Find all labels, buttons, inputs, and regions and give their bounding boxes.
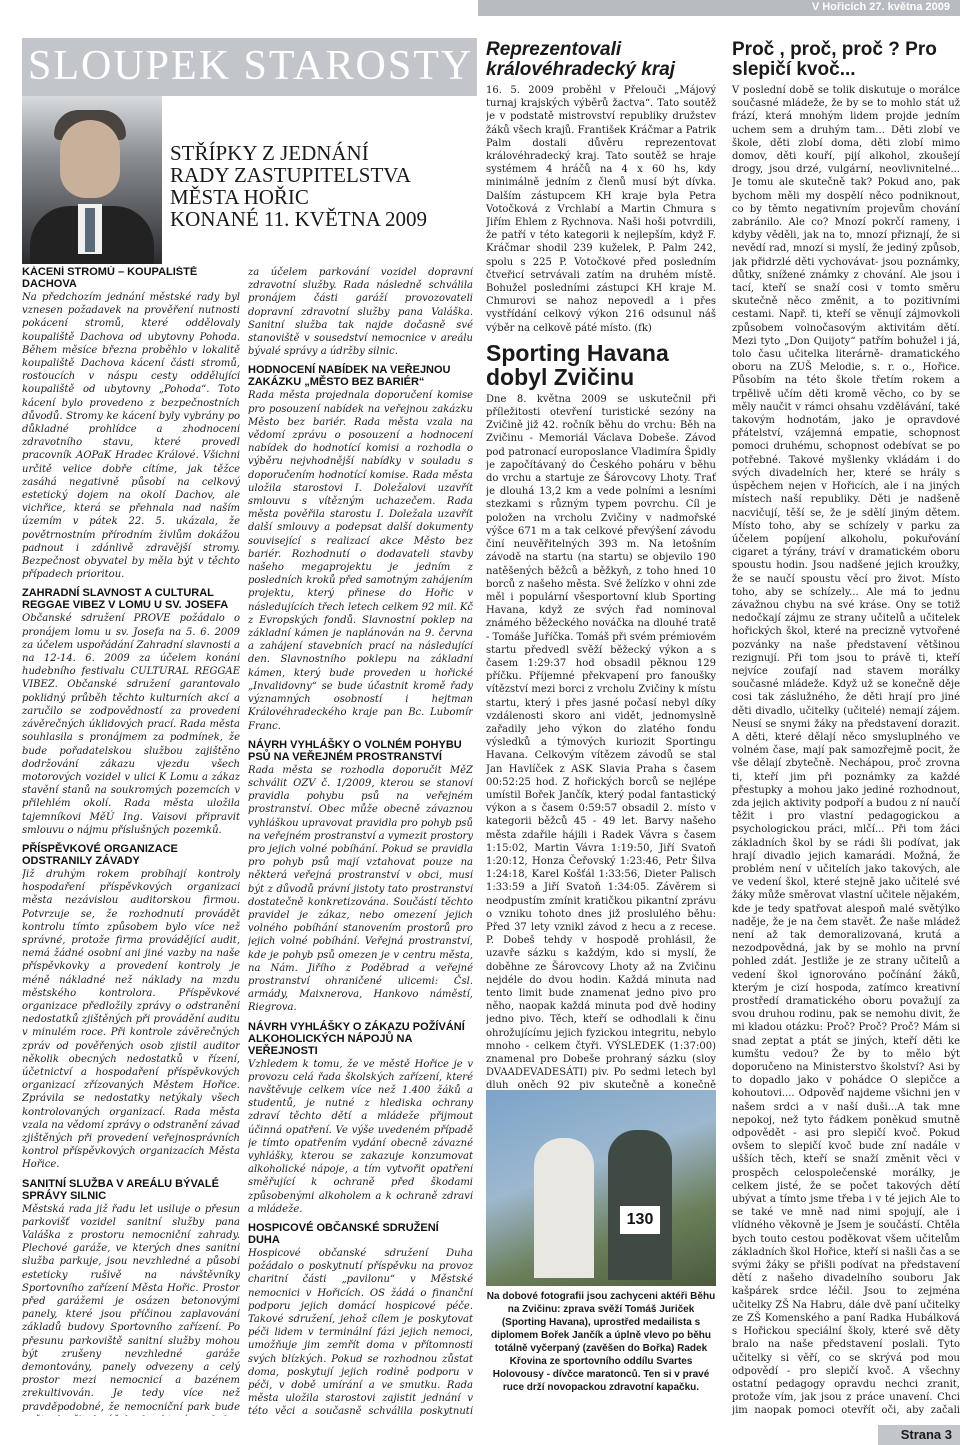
headline-line: STŘÍPKY Z JEDNÁNÍ <box>170 141 369 165</box>
article-heading: HODNOCENÍ NABÍDEK NA VEŘEJNOU ZAKÁZKU „MĚSTO BEZ BARIÉR“ <box>248 364 451 389</box>
section-title: Reprezentovali královéhradecký kraj <box>486 40 676 80</box>
article-text: Na předchozím jednání městské rady byl vznesen požadavek na prověření nutnosti pokácení stromů, které oddělovaly koupaliště Dachova od ubytovny Pohoda. Během měsíce března proběhlo v lokalitě koupaliště Dachova kácení části stromů, rostoucích v náspu cesty oddělující koupaliště od ubytovny „Pohoda“. Toto kácení bylo provedeno z bezpečnostních důvodů. Stromy ke kácení byly vybrány po důkladné prohlídce a zhodnocení zdravotního stavu, které provedl pracovník AOPaK Hradec Králové. Všichni určitě velice dobře cítíme, jak těžce zasáhá negativně působí na celkový estetický dojem na okolí Dachov, ale vichřice, která se přehnala nad naším územím v pátek 22. 5. ukázala, že povětrnostním přírodním živlům dokážou padnout i zdánlivě zdravější stromy. Bezpečnost obyvatel by měla být v těchto případech prioritou. <box>22 292 240 581</box>
column-1 <box>22 266 240 1416</box>
article-heading: PŘÍSPĚVKOVÉ ORGANIZACE ODSTRANILY ZÁVADY <box>22 842 178 867</box>
column-3 <box>486 40 716 1090</box>
column-banner <box>22 38 477 96</box>
header-bar <box>478 0 960 16</box>
article-text: Již druhým rokem probíhají kontroly hospodaření příspěvkových organizací města nezávislou auditorskou firmou. Potvrzuje se, že rozhodnutí provádět kontrolu tímto způsobem bylo více než správné, protože firma provádějící audit, nemá žádné osobní ani jiné vazby na naše příspěvkovky a provedení kontroly je méně nákladné než náklady na mzdu městského kontrolora. Příspěvkové organizace předložily zprávy o odstranění nedostatků zjištěných při provádění auditu v minulém roce. Při kontrole závěrečných zpráv od pověřených osob zjistil auditor několik obecných nedostatků v řízení, účetnictví a hospodaření příspěvkových organizací zřízovaných Městem Hořice. Zprávila se nedostatky netýkaly všech kontrolovaných organizací. Rada města vzala na vědomí zprávy o odstranění závad zjištěných při provedení veřejnosprávních kontrol příspěvkových organizacích Města Hořice. <box>22 868 240 1171</box>
headline <box>170 142 470 230</box>
section-title: Proč , proč, proč ? Pro slepičí kvoč... <box>732 40 937 80</box>
page-number-label: Strana 3 <box>900 1427 952 1442</box>
article-text: V poslední době se tolik diskutuje o morálce současné mládeže, že by se to mohlo stát už frází, která mnohým lidem projde jedním uchem sem a druhým tam... Děti zlobí ve škole, děti zlobí doma, děti zlobí mimo domov, děti kouří, pijí alkohol, zkoušejí drogy, jsou drzé, vulgární, neovlivnitelné... Je tomu ale skutečně tak? Pokud ano, pak bychom měli my dospělí něco podniknout, co by těmto negativním projevům chování zabránilo. Ale co? Mnozí pokrčí rameny, i kdyby věděli, jak na to, mnozí přiznají, že si nevědí rad, mnozí si myslí, že jediný způsob, jak přidrzlé děti vychovávat- jsou poznámky, důtky, snížené známky z chování. Ale jsou i tací, kteří se snaží cosi v tomto směru skutečně něco změnit, a to pozitivními cestami. Např. ti, kteří se věnují zájmovkoli způsobem volnočasovým aktivitám dětí. Mezi tyto „Don Quijoty“ patřím bohužel i já, tolo času učitelka literárně- dramatického oboru na ZUŠ Melodie, s. r. o., Hořice. Působím na této škole třetím rokem a trpělivě učím děti kromě věcho, co by se měly naučit v rámci ohsahu vzdělávání, také takovým hodnotám, jako je opravdové přátelství, vzájemná empatie, schopnost pomoci druhému, schopnost odebívat se po potřebné. Takové myšlenky vkládám i do svých divadelních her, které se hrály s úspěchem nejen v Hořicích, ale i na jiných místech naší republiky. Děti je nadšeně nacvičují, těší se, že je sdělí jiným dětem. Místo toho, aby se schízely v parku za účelem popíjení alkoholu, pokuřování cigaret a týrány, tráví v dramatickém oboru spoustu hodin. Jsou nadšené jejich kroužky, že se naučí spoustu věcí pro život. Místo toho, aby se schízely... Ale má to jednu závažnou chybu na své kráse. Ony se totiž nedočkají zájmu ze strany učitelů a učitelek hořických škol, které na precizně vytvořené pozvánky na naše představení většinou rezignují. Při tom jsou to právě ti, kteří nejvíce zoufají nad stavem morálky současné mládeže. Když už se konečně děje cosi tak záslužného, že děti hrají pro jiné děti divadlo, učitelky (učitelé) nemají zájem. Neusí se snymi žáky na představení dorazit. A děti, které dělají něco smysluplného ve volném čase, mají pak samozřejmě pocit, že vše dělají zbytečně. Nechápou, proč zrovna ti, kteří jim při poznámky za každé přestupky a mohou jako jediné rozhodnout, zda jejich aktivity podpoří a budou z ní naučí těžit i pro vlastní pedagogickou a psychologickou práci, mlčí... Při tom žáci základních škol by se rádi šli podívat, jak hrají divadlo jejich kamarádi. Možná, že problém není v učitelích jako takových, ale ve vedení škol, které stejně jako učitelé své žáky může směrovat vlastní učitele nějakém, kde je tedy spatřovat alespoň malé světýlko naděje, že je na čem stavět. Že naše mládež není až tak demoralizovaná, krutá a nezodpovědná, jak by se mohlo na první pohled zdát. Jestliže je ze strany učitelů a vedení škol ignorováno počínání žáků, kterým je cizí hospoda, zatímco kreativní prostředí dramatického oboru považují za svou druhou rodinu, pak se nemohu divit, že mi kladou otázku: Proč? Proč? Proč? Mám si snad zeptat a ptát se jiných, kteří děti ke kumštu vedou? Že by to mělo být doporučeno na Ministerstvo školství? Asi by to dopadlo jako v pohádce O slepičce a kohoutovi.... Odpověď najdeme všichni jen v našem srdci a v naší duši...A tak mne nepokoj, než tyto řádkem poněkud smutně odpovědět - asi pro slepičí kvoč. Pokud ovšem to slepičí kvoč bude zní nadále v ušších těch, kteří se snaží změnit věci v prospěch celospolečenské morálky, je celkem jisté, že se počet takových dětí ubývat a tímto jsme třeba i v té jejich Ale to se také ve mně nad nimi spojují, ale i vlídného věkovně je Jsem je součástí. Chtěla bych touto cestou poděkovat všem učitelům základních škol Hořice, kteří si našli čas a se svými žáky se přišli podívat na představení dětí z našeho divadelního souboru Jak kašpárek srdce léčil. Jsou to zejména učitelky ZŠ Na Habru, dále dvě paní učitelky ze ZŠ Komenského a paní Radka Hubálková s Hořickou speciální školy, které svě děty bralo na naše představení poslali. Tyto učitelky si věří, co se skrývá pod mou odpovědí - pro slepičí kvoč. A všechny ostatní pedagogy opravdu nechci zranit, protože vím, jak jsou z práce unavení. Chci jim naopak pomoci otevřít oči, aby začali <box>732 85 960 1416</box>
article-heading: NÁVRH VYHLÁŠKY O VOLNÉM POHYBU PSŮ NA VEŘEJNÉM PROSTRANSTVÍ <box>248 738 462 763</box>
section-title: Sporting Havana dobyl Zvičinu <box>486 339 669 390</box>
headline-line: KONANÉ 11. KVĚTNA 2009 <box>170 207 428 231</box>
page-number <box>878 1425 960 1445</box>
race-photo <box>486 1090 716 1286</box>
mayor-portrait <box>22 96 162 264</box>
banner-title: SLOUPEK STAROSTY <box>28 43 474 89</box>
article-text: Dne 8. května 2009 se uskutečnil při příležitosti otevření turistické sezóny na Zvičině již 42. ročník běhu do vrchu: Běh na Zvičinu - Memoriál Václava Dobeše. Závod pod patronací europoslance Vladimíra Špidly je započítávaný do Českého poháru v běhu do vrchu a startuje ze Šárovcovy Lhoty. Trať je dlouhá 13,2 km a vede polními a lesními stezkami s různým typem povrchu. Cíl je položen na vrcholu Zvičiny v nadmořské výšce 671 m a tak celkové převýšení závodu činí neuvěřitelných 393 m. Na letošním závodě na startu (na startu) se objevilo 190 natěšených běžců a běžkyň, z toho hned 10 borců z našeho města. Své želízko v ohni zde měl i populární všesportovní klub Sporting Havana, když ze svých řad nominoval známého běžeckého nováčka na dlouhé tratě - Tomáše Juříčka. Tomáš při svém prémiovém startu předvedl svěží běžecký výkon a s časem 1:29:37 hod obsadil pěknou 129 příčku. Příjemné překvapení pro fanoušky vítězství mezi borci z vrcholu Zvičiny k místu startu, který i přes jasné počasí nebyl díky vzdálenosti skoro ani vidět, jednomyslně zařadily jeho výkon do zlatého fondu výsledků a týmových kuriozit Sportingu Havana. Celkovým vítězem závodů se stal Jan Havlíček z ASK Slavia Praha s časem 00:52:25 hod. Z hořických borců se nejlépe umístil Bořek Jančík, který podal fantastický výkon a s časem 0:59:57 obsadil 2. místo v kategorii běžců 45 - 49 let. Barvy našeho města zdařile hájili i Radek Vávra s časem 1:15:02, Martin Vávra 1:19:50, Jiří Svatoň 1:20:12, Honza Čeřovský 1:23:46, Petr Šilva 1:24:18, Karel Košťál 1:33:56, Dieter Palisch 1:33:59 a Jiří Svatoň 1:34:05. Závěrem si neodpustím zmínit kratičkou pikantní zprávu o vzniku tohoto dnes již proslulého běhu: Před 37 lety vznikl závod z hecu a z recese. P. Dobeš tehdy v hospodě prohlásil, že uzavře sázku s každým, kdo si myslí, že doběhne ze Šárovcovy Lhoty až na Zvičinu nejdéle do dvou hodin. Každá minuta nad tento limit bude znamenat jedno pivo pro něho, naopak každá minuta pod dvě hodiny jedno pivo. Těch, kteří se odhodlali k činu ohrožujícímu jejich fyzickou integritu, nebylo mnoho - celkem čtyři. VÝSLEDEK (1:37:00) znamenal pro Dobeše prohraný sázku (sloy DVAADEVADESÁTI) piv. Po sedmi letech byl dluh oněch 92 piv skutečně a konečně <box>486 393 716 1090</box>
article-text: za účelem parkování vozidel dopravní zdravotní služby. Rada následně schválila pronájem části garáží provozovateli dopravní zdravotní služby pana Valáška. Sanitní služba tak najde dočasně své stanoviště v sousedství nemocnice v areálu bývalé správy a údržby silnic. <box>248 267 473 358</box>
article-text: Občanské sdružení PROVE požádalo o pronájem lomu u sv. Josefa na 5. 6. 2009 za účelem uspořádání Zahradní slavnosti a na 12-14. 6. 2009 za účelem konání hudebního festivalu CULTURAL REGGAE VIBEZ. Občanské sdružení garantovalo poklidný průběh těchto kulturních akcí a zaručilo se zodpovědností za provedení závěrečných úklidových prací. Rada města souhlasila s pronájmem za podmínek, že bude pořadatelskou službou zajištěno dodržování zákazu vjezdu všech motorových vozidel v ulici K Lomu a zákaz stavění stanů na soukromých pozemcích v přilehlém okolí. Rada města uložila tajemníkovi MěÚ Ing. Vaisovi připravit smlouvu o nájmu příslušných pozemků. <box>22 613 240 836</box>
headline-line: RADY ZASTUPITELSTVA <box>170 163 411 187</box>
article-text: 16. 5. 2009 proběhl v Přelouči „Májový turnaj krajských výběrů žactva“. Tato soutěž je v podstatě mistrovství republiky družstev žáků všech krajů. František Kráčmar a Patrik Palm dostali důvěru reprezentovat královéhradecký kraj. Tato soutěž se hraje systémem 4 hráčů na 4 x 60 hs, kdy minimálně jedním z členů musí být dívka. Dalším zástupcem KH kraje byla Petra Votočková z Vrchlabí a Martin Chmura s Jiřím Ehlem z Rychnova. Naši hoši potvrdili, že patří v této kategorii k nejlepším, když F. Kráčmar shodil 239 kuželek, P. Palm 242, spolu s 225 P. Votočkové před posledním čtveřicí setrvávali zatím na druhém místě. Bohužel posledními zástupci KH kraje M. Chmurovi se nahoz nepovedl a i přes vystřídání celkový výkon 216 odsunul náš výběr na celkově páté místo. (fk) <box>486 85 716 334</box>
column-2 <box>248 266 473 1416</box>
article-text: Městská rada již řadu let usiluje o přesun parkovišť vozidel sanitní služby pana Valáška z prostoru nemocniční zahrady. Plechové garáže, ve kterých dnes sanitní služba parkuje, jsou nevzhledné a působí esteticky rušivě na návštěvníky Sportovního zařízení Města Hořic. Prostor před garážemi je osázen betonovými panely, které jsou příčinou zaplavování základů budovy Sportovního zařízení. Po přesunu parkoviště sanitní služby mohou být zrušeny nevzhledné garáže demontovány, panely odvezeny a celý prostor mezi nemocnicí a bazénem zrekultivován. Je tedy více než pravděpodobné, že nemocniční park bude <box>22 1203 240 1413</box>
article-heading: NÁVRH VYHLÁŠKY O ZÁKAZU POŽÍVÁNÍ ALKOHOLICKÝCH NÁPOJŮ NA VEŘEJNOSTI <box>248 1020 465 1057</box>
article-heading: HOSPICOVÉ OBČANSKÉ SDRUŽENÍ DUHA <box>248 1222 439 1246</box>
race-bib-number: 130 <box>620 1206 660 1234</box>
column-4 <box>732 40 960 1416</box>
photo-caption: Na dobové fotografii jsou zachyceni aktéři Běhu na Zvičinu: zprava svěží Tomáš Juriček (Sporting Havana), uprostřed medailista s diplomem Bořek Jančík a úplně vlevo po běhu totálně vyčerpaný (zavěšen do Bořka) Radek Křovina ze sportovního oddílu Svartes Holovousy - dívčce maratonců. Ten si v pravé ruce drží novopackou zdravotní kapačku. <box>486 1291 716 1393</box>
article-text: Vzhledem k tomu, že ve městě Hořice je v provozu celá řada školských zařízení, které navštěvuje celkem více než 1.400 žáků a studentů, je nutné z hlediska ochrany zdraví těchto dětí a mládeže přijmout účinná opatření. Ve výše uvedeném případě je tímto opatřením vydání obecně závazné vyhlášky, kterou se zakazuje konzumovat alkoholické nápoje, a tím vytvořit opatření směřující k ochraně před škodami způsobenými alkoholem a k ochraně zdraví a mládeže. <box>248 1058 473 1215</box>
article-text: Rada města se rozhodla doporučit MěZ schválit OZV č. 1/2009, kterou se stanoví pravidla pohybu psů na veřejném prostranství. Obec může obecně závaznou vyhláškou upravovat pravidla pro pohyb psů na veřejném prostranství a vymezit prostory pro jejich volné pobíhání. Pokud se pravidla pro pohyb psů mají vztahovat pouze na některá veřejná prostranství v obci, musí být z důvodů právní jistoty tato prostranství dostatečně konkretizována. Součástí těchto pravidel je zákaz, nebo omezení jejich volného pobíhání stanovením prostorů pro jejich volné pobíhání. Veřejná prostranství, kde je pohyb psů omezen je v centru města, na Nám. Jiřího z Poděbrad a veřejné prostranství ohraničené ulicemi: Čsl. armády, Maixnerova, Hankovo náměstí, Riegrova. <box>248 764 473 1014</box>
article-text: Hospicové občanské sdružení Duha požádalo o poskytnutí příspěvku na provoz charitní části „pavilonu“ v Městské nemocnici v Hořicích. OS žádá o finanční podporu jejich domácí hospicové péče. Takové sdružení, jehož cílem je poskytovat péči lidem v terminální fázi jejich nemoci, umožňuje jim zemřít doma v přítomnosti svých blízkých. Pokud se rozhodnou zůstat doma, poskytují jejich rodině podporu v péči, v době umírání a ve smutku. Rada města uložila starostovi zajistit jednání v této věci a současně schválila poskytnutí <box>248 1248 473 1416</box>
issue-date: V Hořicích 27. května 2009 <box>811 1 950 13</box>
article-heading: SANITNÍ SLUŽBA V AREÁLU BÝVALÉ SPRÁVY SILNIC <box>22 1177 219 1202</box>
article-heading: ZAHRADNÍ SLAVNOST A CULTURAL REGGAE VIBEZ V LOMU U SV. JOSEFA <box>22 587 229 612</box>
headline-line: MĚSTA HOŘIC <box>170 185 309 209</box>
article-text: Rada města projednala doporučení komise pro posouzení nabídek na veřejnou zakázku Město bez bariér. Rada města vzala na vědomí zprávu o posouzení a hodnocení nabídek do hodnotící komisi a rozhodla o výběru nejvhodnější nabídky v souladu s doporučením hodnotící komise. Rada města uložila starostovi I. Doležalovi uzavřít smlouvu s vítězným uchazečem. Rada města pověřila starostu I. Doležala uzavřít další smlouvy a podepsat další dokumenty související s realizací akce Město bez bariér. Rozhodnutí o dodavateli stavby našeho megaprojektu je jedním z posledních kroků před samotným zahájením projektu, který přinese do Hořic v následujících třech letech celkem 92 mil. Kč z Evropských fondů. Slavnostní poklep na základní kámen je naplánován na 9. června a zahájení stavebních prací na následující den. Slavnostního poklepu na základní kámen, který bude proveden u hořické „Invalidovny“ se bude účastnit kromě řady významných osobností i hejtman Královéhradeckého kraje pan Bc. Lubomír Franc. <box>248 390 473 732</box>
article-heading: KÁCENÍ STROMŮ – KOUPALIŠTĚ DACHOVA <box>22 266 198 290</box>
